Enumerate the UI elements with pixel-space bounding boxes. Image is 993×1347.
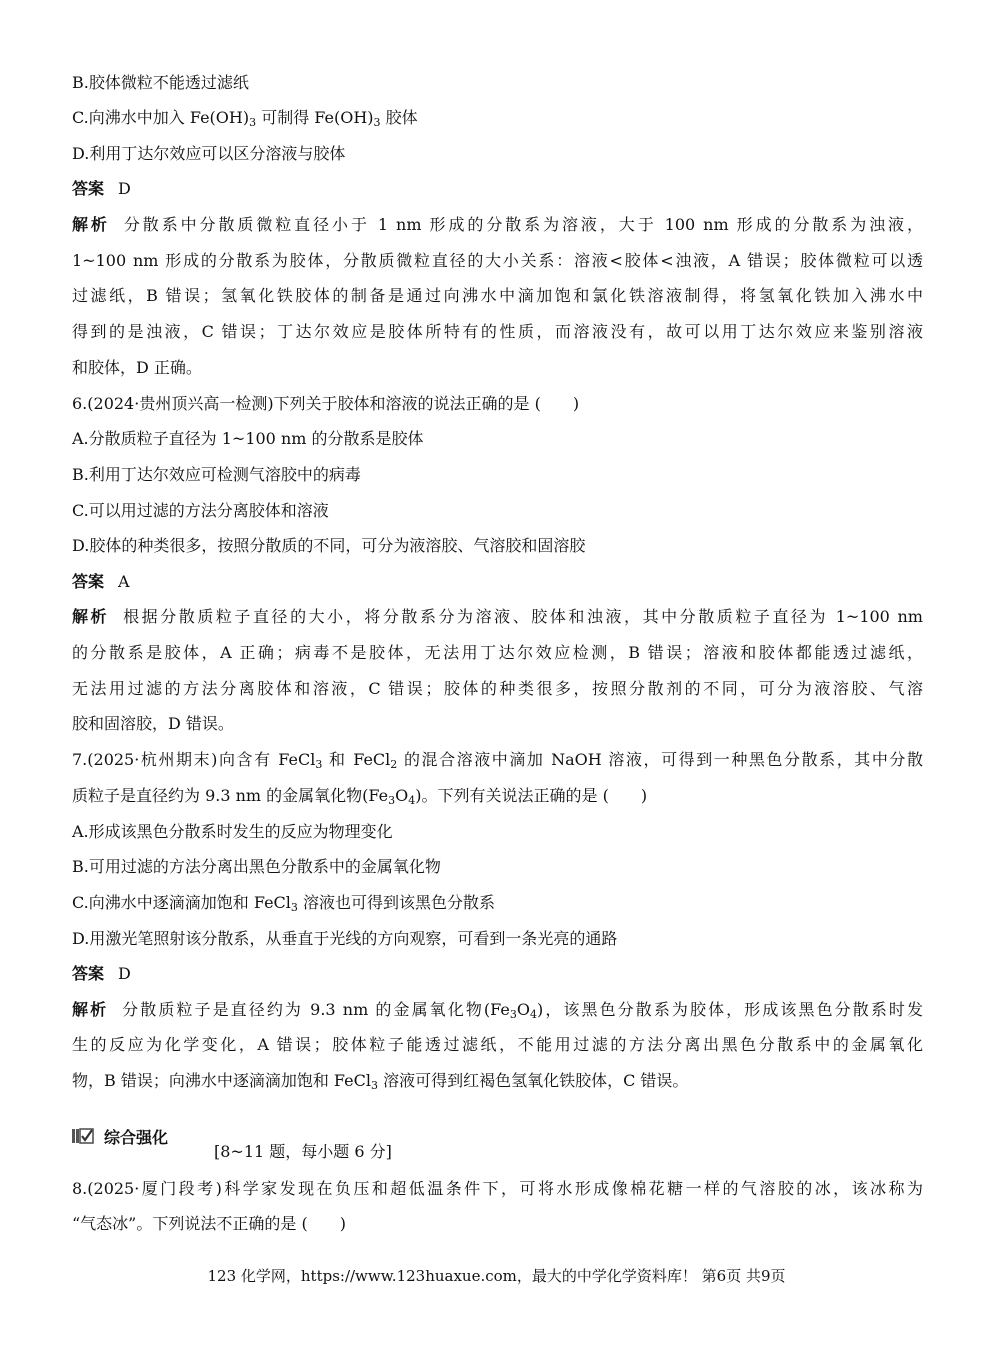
q6-option-a: A.分散质粒子直径为 1~100 nm 的分散系是胶体 xyxy=(72,429,424,448)
q5-analysis-line-2: 1~100 nm 形成的分散系为胶体，分散质微粒直径的大小关系：溶液<胶体<浊液，A 错误；胶体微粒可以透 xyxy=(72,251,923,270)
q7-stem-line-2: 质粒子是直径约为 9.3 nm 的金属氧化物$(Fe_3O_4)$。下列有关说法正确的是 ( ) xyxy=(72,786,648,807)
q7-analysis-line-2: 生的反应为化学变化，A 错误；胶体粒子能透过滤纸，不能用过滤的方法分离出黑色分散系中的金属氧化 xyxy=(72,1035,923,1054)
q5-analysis-line-1: 解析 分散系中分散质微粒直径小于 1 nm 形成的分散系为溶液，大于 100 nm 形成的分散系为浊液， xyxy=(72,215,923,234)
section-header xyxy=(72,1124,168,1148)
q5-option-b: B.胶体微粒不能透过滤纸 xyxy=(72,73,249,92)
checkmark-icon xyxy=(72,1127,94,1145)
q5-option-d: D.利用丁达尔效应可以区分溶液与胶体 xyxy=(72,144,346,163)
q6-answer: 答案 A xyxy=(72,572,130,591)
q5-option-c: C.向沸水中加入 $Fe(OH)_3$ 可制得 $Fe(OH)_3$ 胶体 xyxy=(72,108,418,129)
q6-analysis-line-1: 解析 根据分散质粒子直径的大小，将分散系分为溶液、胶体和浊液，其中分散质粒子直径为 1~100 nm xyxy=(72,607,923,626)
analysis-label: 解析 xyxy=(72,1000,109,1019)
q5-analysis-line-5: 和胶体，D 正确。 xyxy=(72,358,202,377)
q5-answer: 答案 D xyxy=(72,179,131,198)
q7-answer: 答案 D xyxy=(72,964,131,983)
analysis-label: 解析 xyxy=(72,607,110,626)
page-footer: 123 化学网，https://www.123huaxue.com，最大的中学化学资料库！ 第6页 共9页 xyxy=(207,1267,786,1285)
q6-analysis-line-4: 胶和固溶胶，D 错误。 xyxy=(72,714,234,733)
q7-analysis-line-3: 物，B 错误；向沸水中逐滴滴加饱和 FeCl$_3$ 溶液可得到红褐色氢氧化铁胶体，C 错误。 xyxy=(72,1071,689,1092)
answer-label: 答案 xyxy=(72,179,105,198)
q6-stem: 6.(2024·贵州顶兴高一检测)下列关于胶体和溶液的说法正确的是 ( ) xyxy=(72,394,580,413)
q7-stem-line-1: 7.(2025·杭州期末)向含有 FeCl$_3$ 和 FeCl$_2$ 的混合溶液中滴加 NaOH 溶液，可得到一种黑色分散系，其中分散 xyxy=(72,750,924,771)
q7-option-a: A.形成该黑色分散系时发生的反应为物理变化 xyxy=(72,822,393,841)
q6-analysis-line-2: 的分散系是胶体，A 正确；病毒不是胶体，无法用丁达尔效应检测，B 错误；溶液和胶体都能透过滤纸， xyxy=(72,643,923,662)
q6-option-b: B.利用丁达尔效应可检测气溶胶中的病毒 xyxy=(72,465,361,484)
q6-option-c: C.可以用过滤的方法分离胶体和溶液 xyxy=(72,501,329,520)
q5-analysis-line-4: 得到的是浊液，C 错误；丁达尔效应是胶体所特有的性质，而溶液没有，故可以用丁达尔效应来鉴别溶液 xyxy=(72,322,923,341)
q7-option-d: D.用激光笔照射该分散系，从垂直于光线的方向观察，可看到一条光亮的通路 xyxy=(72,929,618,948)
analysis-label: 解析 xyxy=(72,215,110,234)
q5-analysis-line-3: 过滤纸，B 错误；氢氧化铁胶体的制备是通过向沸水中滴加饱和氯化铁溶液制得，将氢氧化铁加入沸水中 xyxy=(72,286,923,305)
q7-option-c: C.向沸水中逐滴滴加饱和 FeCl$_3$ 溶液也可得到该黑色分散系 xyxy=(72,893,495,914)
q6-analysis-line-3: 无法用过滤的方法分离胶体和溶液，C 错误；胶体的种类很多，按照分散剂的不同，可分为液溶胶、气溶 xyxy=(72,679,923,698)
answer-label: 答案 xyxy=(72,964,105,983)
q8-stem-line-2: “气态冰”。下列说法不正确的是 ( ) xyxy=(72,1214,346,1233)
q6-option-d: D.胶体的种类很多，按照分散质的不同，可分为液溶胶、气溶胶和固溶胶 xyxy=(72,536,586,555)
section-note: [8~11 题，每小题 6 分] xyxy=(214,1142,392,1161)
q8-stem-line-1: 8.(2025·厦门段考)科学家发现在负压和超低温条件下，可将水形成像棉花糖一样的气溶胶的冰，该冰称为 xyxy=(72,1179,923,1198)
q7-option-b: B.可用过滤的方法分离出黑色分散系中的金属氧化物 xyxy=(72,857,441,876)
q7-analysis-line-1: 解析 分散质粒子是直径约为 9.3 nm 的金属氧化物$(Fe_3O_4)$，该黑色分散系为胶体，形成该黑色分散系时发 xyxy=(72,1000,923,1021)
answer-label: 答案 xyxy=(72,572,105,591)
section-title: 综合强化 xyxy=(104,1127,169,1147)
